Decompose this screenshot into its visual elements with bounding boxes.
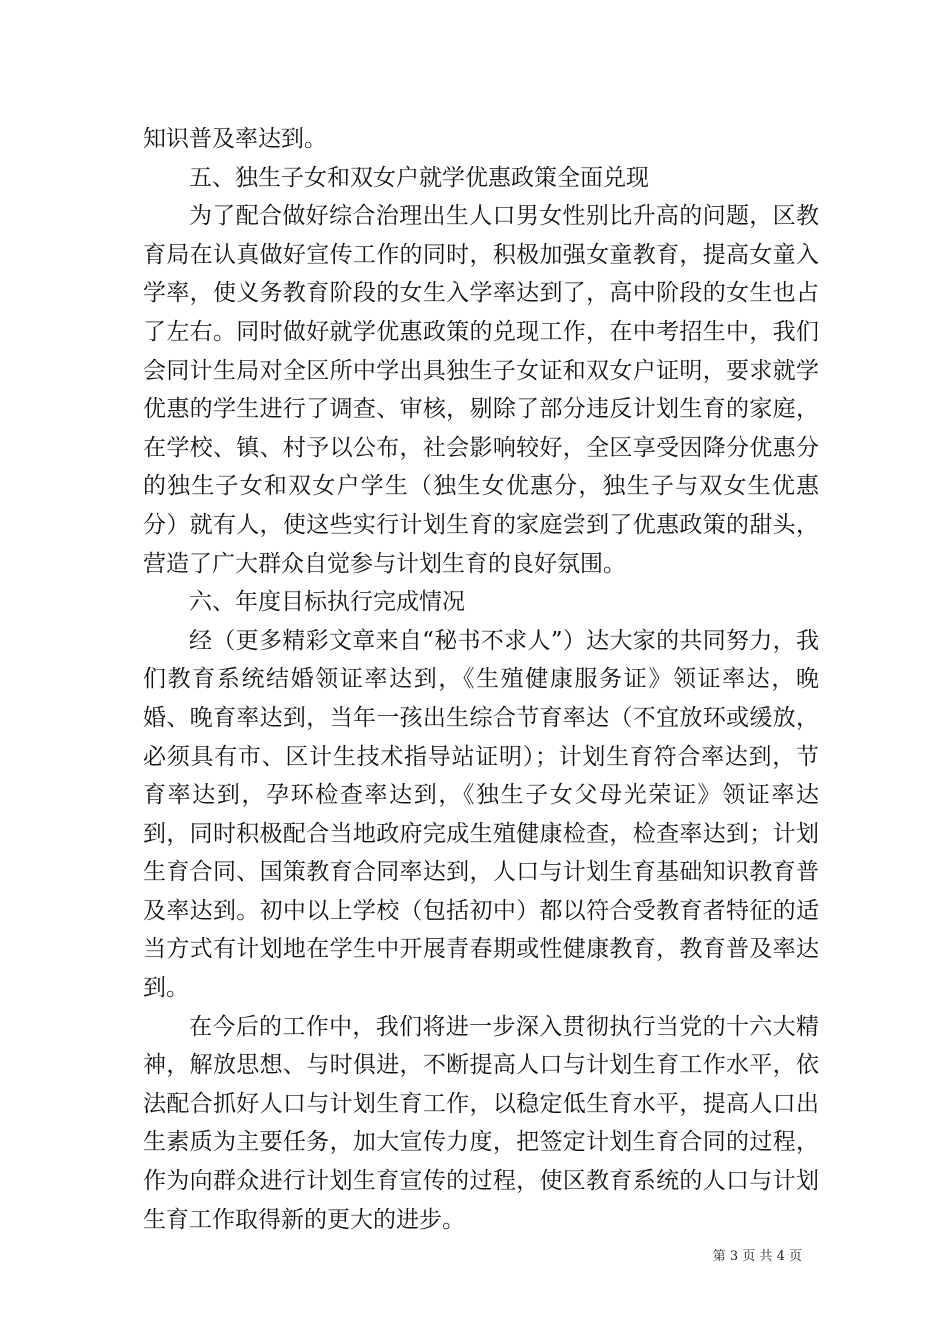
paragraph-conclusion: 在今后的工作中，我们将进一步深入贯彻执行当党的十六大精神，解放思想、与时俱进，不断提高人口与计划生育工作水平，依法配合抓好人口与计划生育工作，以稳定低生育水平，提高人口出生素质为主要任务，加大宣传力度，把签定计划生育合同的过程，作为向群众进行计划生育宣传的过程，使区教育系统的人口与计划生育工作取得新的更大的进步。 [143, 1013, 819, 1233]
section-heading-5: 五、独生子女和双女户就学优惠政策全面兑现 [189, 164, 649, 191]
page-number-footer: 第 3 页 共 4 页 [712, 1249, 802, 1264]
paragraph-section-5-body: 为了配合做好综合治理出生人口男女性别比升高的问题，区教育局在认真做好宣传工作的同时，积极加强女童教育，提高女童入学率，使义务教育阶段的女生入学率达到了，高中阶段的女生也占了左右。同时做好就学优惠政策的兑现工作，在中考招生中，我们会同计生局对全区所中学出具独生子女证和双女户证明，要求就学优惠的学生进行了调查、审核，剔除了部分违反计划生育的家庭，在学校、镇、村予以公布，社会影响较好，全区享受因降分优惠分的独生子女和双女户学生（独生女优惠分，独生子与双女生优惠分）就有人，使这些实行计划生育的家庭尝到了优惠政策的甜头，营造了广大群众自觉参与计划生育的良好氛围。 [143, 203, 819, 577]
paragraph-continuation: 知识普及率达到。 [143, 126, 327, 152]
document-body [143, 120, 819, 1239]
section-heading-6: 六、年度目标执行完成情况 [189, 589, 465, 616]
paragraph-section-6-body: 经（更多精彩文章来自“秘书不求人”）达大家的共同努力，我们教育系统结婚领证率达到，《生殖健康服务证》领证率达，晚婚、晚育率达到，当年一孩出生综合节育率达（不宜放环或缓放，必须具有市、区计生技术指导站证明）；计划生育符合率达到，节育率达到，孕环检查率达到，《独生子女父母光荣证》领证率达到，同时积极配合当地政府完成生殖健康检查，检查率达到；计划生育合同、国策教育合同率达到，人口与计划生育基础知识教育普及率达到。初中以上学校（包括初中）都以符合受教育者特征的适当方式有计划地在学生中开展青春期或性健康教育，教育普及率达到。 [143, 627, 819, 1002]
